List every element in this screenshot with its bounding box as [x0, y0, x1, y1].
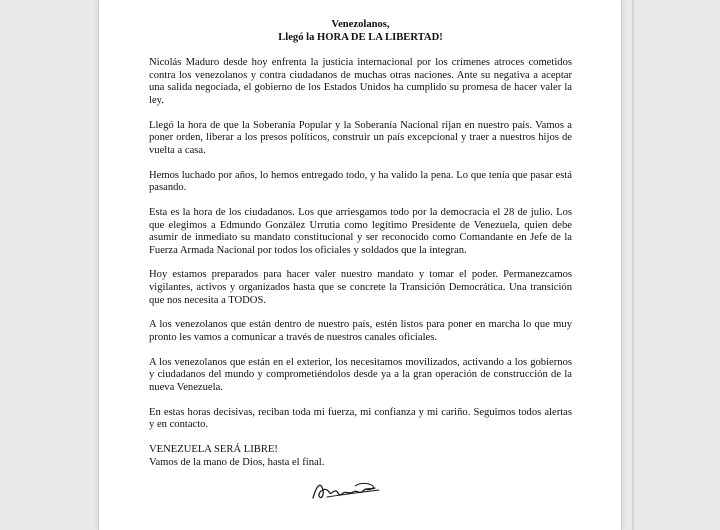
letter-title — [149, 18, 572, 44]
paragraph-5: Hoy estamos preparados para hacer valer nuestro mandato y tomar el poder. Permanezcamos vigilantes, activos y organizados hasta que se concrete la Transición Democrática. Una transición que nos necesita a TODOS. — [149, 269, 572, 306]
paragraph-4: Esta es la hora de los ciudadanos. Los que arriesgamos todo por la democracia el 28 de julio. Los que elegimos a Edmundo González Urrutia como legítimo Presidente de Venezuela, quien debe asumir de inmediato su mandato constitucional y ser reconocido como Comandante en Jefe de la Fuerza Armada Nacional por todos los oficiales y soldados que la integran. — [149, 206, 572, 256]
paragraph-8: En estas horas decisivas, reciban toda mi fuerza, mi confianza y mi cariño. Seguimos todos alertas y en contacto. — [149, 406, 572, 431]
letter-page — [98, 0, 622, 530]
title-line-2: Llegó la HORA DE LA LIBERTAD! — [278, 32, 443, 43]
page-edge — [632, 0, 634, 530]
paragraph-1: Nicolás Maduro desde hoy enfrenta la justicia internacional por los crímenes atroces cometidos contra los venezolanos y contra ciudadanos de muchas otras naciones. Ante su negativa a aceptar una salida negociada, el gobierno de los Estados Unidos ha cumplido su promesa de hacer valer la ley. — [149, 57, 572, 106]
title-line-1: Venezolanos, — [331, 19, 390, 30]
paragraph-6: A los venezolanos que están dentro de nuestro país, estén listos para poner en marcha lo que muy pronto les vamos a comunicar a través de nuestros canales oficiales. — [149, 319, 572, 344]
letter-body — [149, 18, 572, 469]
paragraph-3: Hemos luchado por años, lo hemos entregado todo, y ha valido la pena. Lo que tenía que pasar está pasando. — [149, 169, 572, 194]
closing-line-2: Vamos de la mano de Dios, hasta el final. — [149, 456, 325, 468]
closing — [149, 444, 572, 469]
paragraph-7: A los venezolanos que están en el exterior, los necesitamos movilizados, activando a los gobiernos y ciudadanos del mundo y comprometiéndolos desde ya a la gran operación de construcción de la nueva Venezuela. — [149, 356, 572, 393]
closing-line-1: VENEZUELA SERÁ LIBRE! — [149, 444, 278, 456]
paragraph-2: Llegó la hora de que la Soberanía Popular y la Soberanía Nacional rijan en nuestro país. Vamos a poner orden, liberar a los presos políticos, construir un país excepcional y traer a nuestros hijos de vuelta a casa. — [149, 119, 572, 156]
signature-icon — [309, 478, 383, 504]
